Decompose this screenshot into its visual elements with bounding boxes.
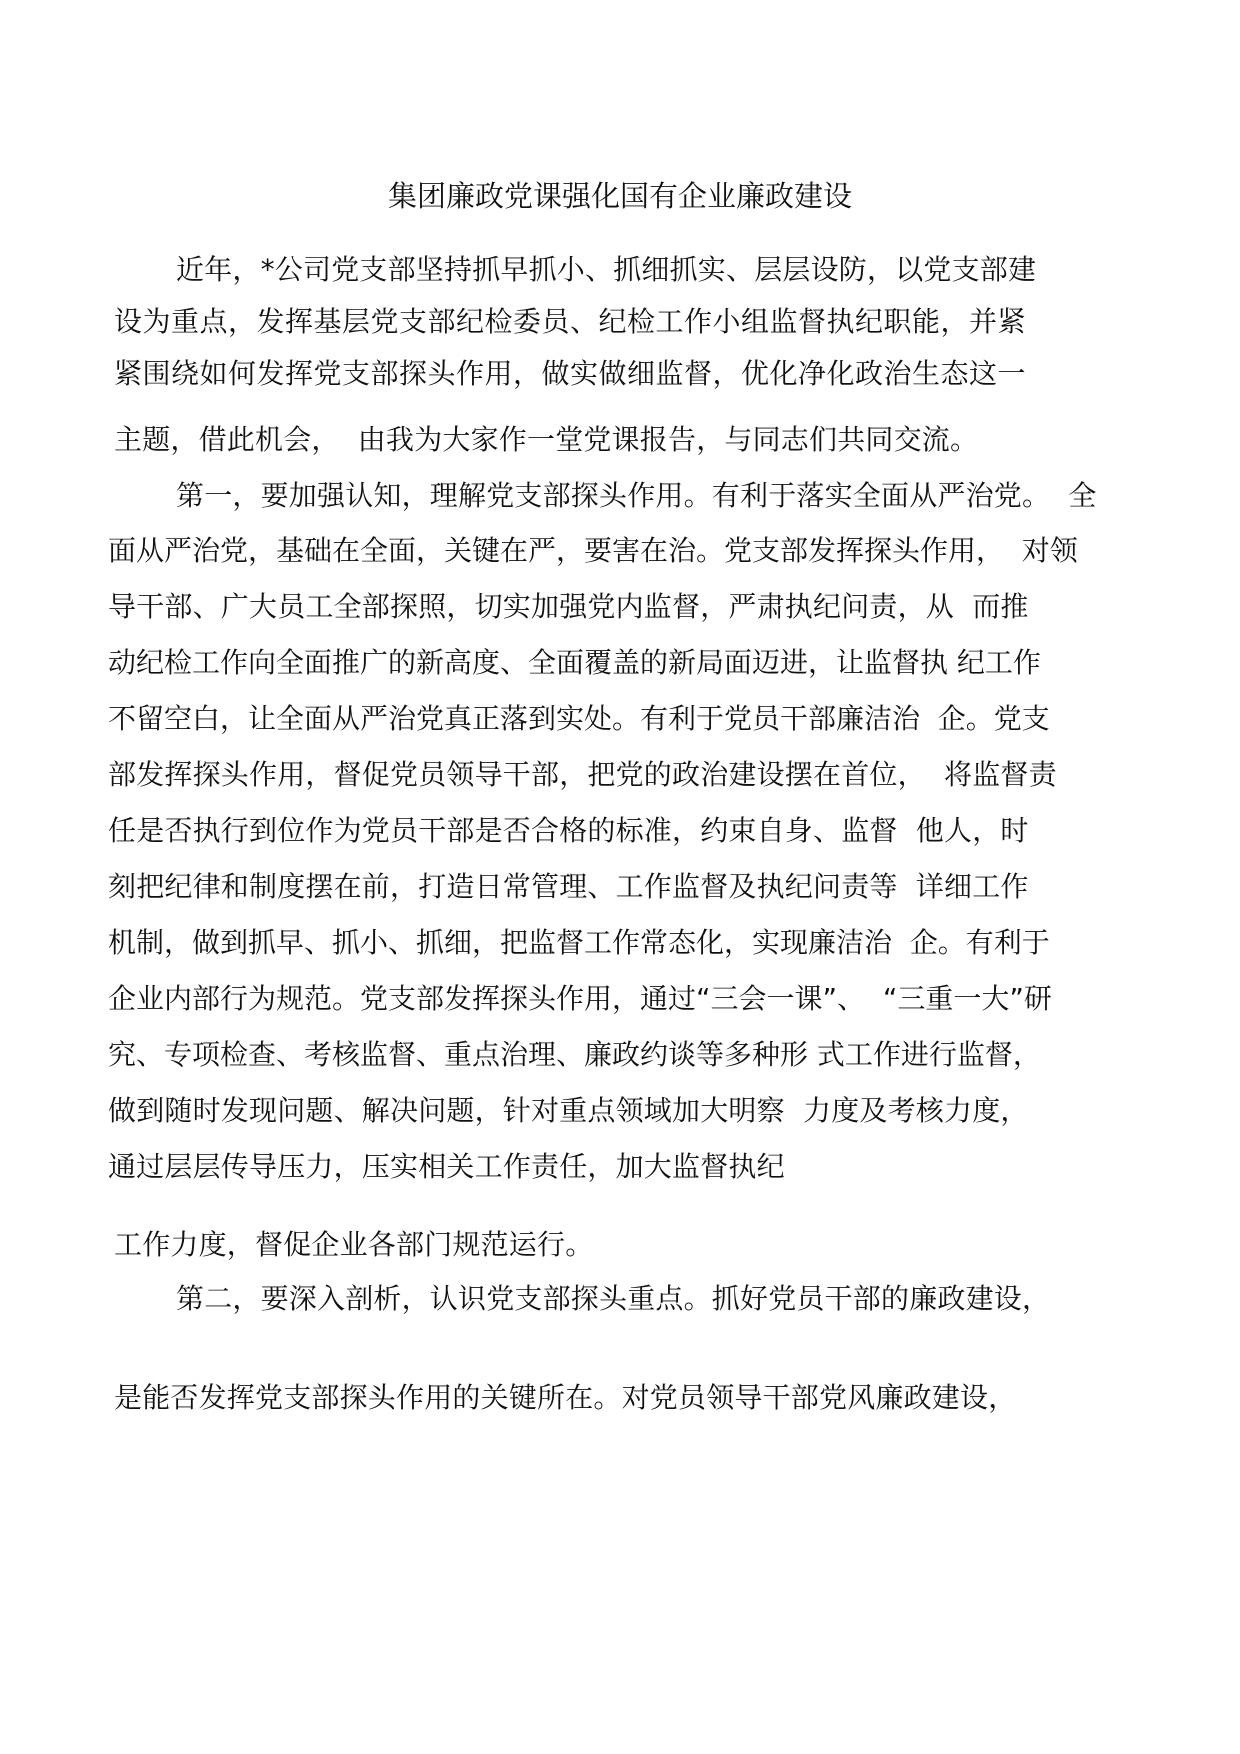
paragraph-line: 是能否发挥党支部探头作用的关键所在。对党员领导干部党风廉政建设，: [114, 1381, 1017, 1414]
paragraph-line: 企业内部行为规范。党支部发挥探头作用，通过“三会一课”、 “三重一大”研: [108, 982, 1052, 1015]
paragraph-line: 做到随时发现问题、解决问题，针对重点领域加大明察 力度及考核力度，: [108, 1094, 1029, 1127]
paragraph-line: 任是否执行到位作为党员干部是否合格的标准，约束自身、监督 他人，时: [108, 814, 1029, 847]
paragraph-line: 不留空白，让全面从严治党真正落到实处。有利于党员干部廉洁治 企。党支: [108, 702, 1050, 735]
paragraph-line: 部发挥探头作用，督促党员领导干部，把党的政治建设摆在首位， 将监督责: [108, 758, 1057, 791]
paragraph-line: 机制，做到抓早、抓小、抓细，把监督工作常态化，实现廉洁治 企。有利于: [108, 926, 1050, 959]
paragraph-line: 第二，要深入剖析，认识党支部探头重点。抓好党员干部的廉政建设，: [176, 1282, 1051, 1315]
paragraph-line: 紧围绕如何发挥党支部探头作用，做实做细监督，优化净化政治生态这一: [114, 357, 1027, 390]
paragraph-line: 工作力度，督促企业各部门规范运行。: [114, 1228, 594, 1261]
document-title: 集团廉政党课强化国有企业廉政建设: [387, 179, 852, 213]
paragraph-line: 近年，*公司党支部坚持抓早抓小、抓细抓实、层层设防，以党支部建: [176, 253, 1037, 286]
paragraph-line: 动纪检工作向全面推广的新高度、全面覆盖的新局面迈进，让监督执 纪工作: [108, 646, 1041, 679]
paragraph-line: 刻把纪律和制度摆在前，打造日常管理、工作监督及执纪问责等 详细工作: [108, 870, 1029, 903]
paragraph-line: 究、专项检查、考核监督、重点治理、廉政约谈等多种形 式工作进行监督，: [108, 1038, 1041, 1071]
paragraph-line: 第一，要加强认知，理解党支部探头作用。有利于落实全面从严治党。 全: [176, 479, 1097, 512]
paragraph-line: 面从严治党，基础在全面，关键在严，要害在治。党支部发挥探头作用， 对领: [108, 534, 1078, 567]
paragraph-line: 主题，借此机会， 由我为大家作一堂党课报告，与同志们共同交流。: [114, 423, 979, 456]
paragraph-line: 通过层层传导压力，压实相关工作责任，加大监督执纪: [108, 1150, 785, 1183]
paragraph-line: 设为重点，发挥基层党支部纪检委员、纪检工作小组监督执纪职能，并紧: [114, 305, 1027, 338]
paragraph-line: 导干部、广大员工全部探照，切实加强党内监督，严肃执纪问责，从 而推: [108, 590, 1029, 623]
